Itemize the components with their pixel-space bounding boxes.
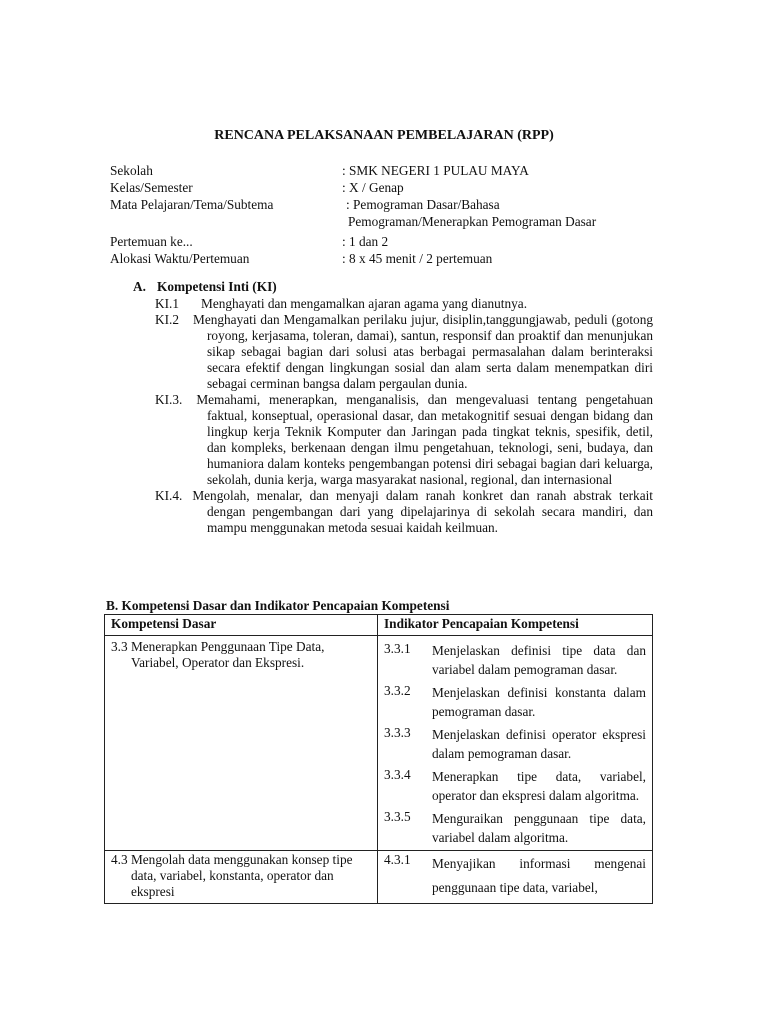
table-header-row [105,615,653,636]
ki-text: Menghayati dan mengamalkan ajaran agama yang dianutnya. [201,296,528,311]
identity-row-pertemuan [110,234,670,251]
section-b-heading: B. Kompetensi Dasar dan Indikator Pencapaian Kompetensi [106,598,450,613]
identity-row-mapel-cont [110,214,670,231]
document-title: RENCANA PELAKSANAAN PEMBELAJARAN (RPP) [214,128,554,143]
indicator-item: 3.3.5 Menguraikan penggunaan tipe data, variabel dalam algoritma. [384,809,646,845]
indicator-item: 3.3.2 Menjelaskan definisi konstanta dalam pemograman dasar. [384,683,646,719]
kd-text: 3.3 Menerapkan Penggunaan Tipe Data, Variabel, Operator dan Ekspresi. [111,639,325,670]
indicator-item: 3.3.4 Menerapkan tipe data, variabel, operator dan ekspresi dalam algoritma. [384,767,646,803]
ki-code: KI.2 [155,312,180,327]
kelas-label: Kelas/Semester [110,180,193,195]
section-kompetensi-inti [133,279,653,536]
ki-item [155,392,653,488]
kompetensi-table [104,614,653,904]
identity-row-sekolah [110,163,670,180]
mapel-value: : Pemograman Dasar/Bahasa [346,197,500,212]
pertemuan-value: : 1 dan 2 [342,234,389,249]
kd-text: 4.3 Mengolah data menggunakan konsep tipe data, variabel, konstanta, operator dan ekspresi [111,852,353,899]
identity-row-kelas [110,180,670,197]
ki-code: KI.3. [155,392,183,407]
indicator-item: 3.3.1 Menjelaskan definisi tipe data dan variabel dalam pemograman dasar. [384,641,646,677]
identity-row-mapel [110,197,670,214]
kd-cell [105,851,378,904]
table-row [105,636,653,851]
indicator-item: 4.3.1 Menyajikan informasi mengenai penggunaan tipe data, variabel, [384,852,646,895]
kelas-value: : X / Genap [342,180,404,195]
ki-text: Mengolah, menalar, dan menyaji dalam ranah konkret dan ranah abstrak terkait dengan pengembangan dari yang dipelajarinya di sekolah secara mandiri, dan mampu menggunakan metoda sesuai kaidah keilmuan. [192,488,653,535]
section-a-heading: A. Kompetensi Inti (KI) [133,279,277,294]
alokasi-label: Alokasi Waktu/Pertemuan [110,251,250,266]
mapel-value-continued: Pemograman/Menerapkan Pemograman Dasar [348,214,597,229]
table-row [105,851,653,904]
ki-item [155,488,653,536]
sekolah-label: Sekolah [110,163,153,178]
column-header-ipk: Indikator Pencapaian Kompetensi [378,615,653,636]
column-header-kd: Kompetensi Dasar [105,615,378,636]
alokasi-value: : 8 x 45 menit / 2 pertemuan [342,251,493,266]
kd-cell [105,636,378,851]
sekolah-value: : SMK NEGERI 1 PULAU MAYA [342,163,529,178]
ki-text: Menghayati dan Mengamalkan perilaku jujur, disiplin,tanggungjawab, peduli (gotong royong, kerjasama, toleran, damai), santun, responsif dan proaktif dan menunjukan sikap sebagai bagian dari solusi atas berbagai permasalahan dalam berinteraksi secara efektif dengan lingkungan sosial dan alam serta dalam menempatkan diri sebagai cerminan bangsa dalam pergaulan dunia. [193,312,653,391]
identity-block [110,163,670,268]
indicator-cell [378,851,653,904]
identity-row-alokasi [110,251,670,268]
pertemuan-label: Pertemuan ke... [110,234,193,249]
indicator-item: 3.3.3 Menjelaskan definisi operator ekspresi dalam pemograman dasar. [384,725,646,761]
ki-text: Memahami, menerapkan, menganalisis, dan mengevaluasi tentang pengetahuan faktual, konseptual, operasional dasar, dan metakognitif sesuai dengan bidang dan lingkup kerja Teknik Komputer dan Jaringan pada tingkat teknis, spesifik, detil, dan kompleks, berkenaan dengan ilmu pengetahuan, teknologi, seni, budaya, dan humaniora dalam konteks pengembangan potensi diri sebagai bagian dari keluarga, sekolah, dunia kerja, warga masyarakat nasional, regional, dan internasional [196,392,653,487]
indicator-cell [378,636,653,851]
ki-code: KI.4. [155,488,183,503]
mapel-label: Mata Pelajaran/Tema/Subtema [110,197,274,212]
ki-item [155,296,653,312]
ki-item [155,312,653,392]
ki-code: KI.1 [155,296,180,311]
